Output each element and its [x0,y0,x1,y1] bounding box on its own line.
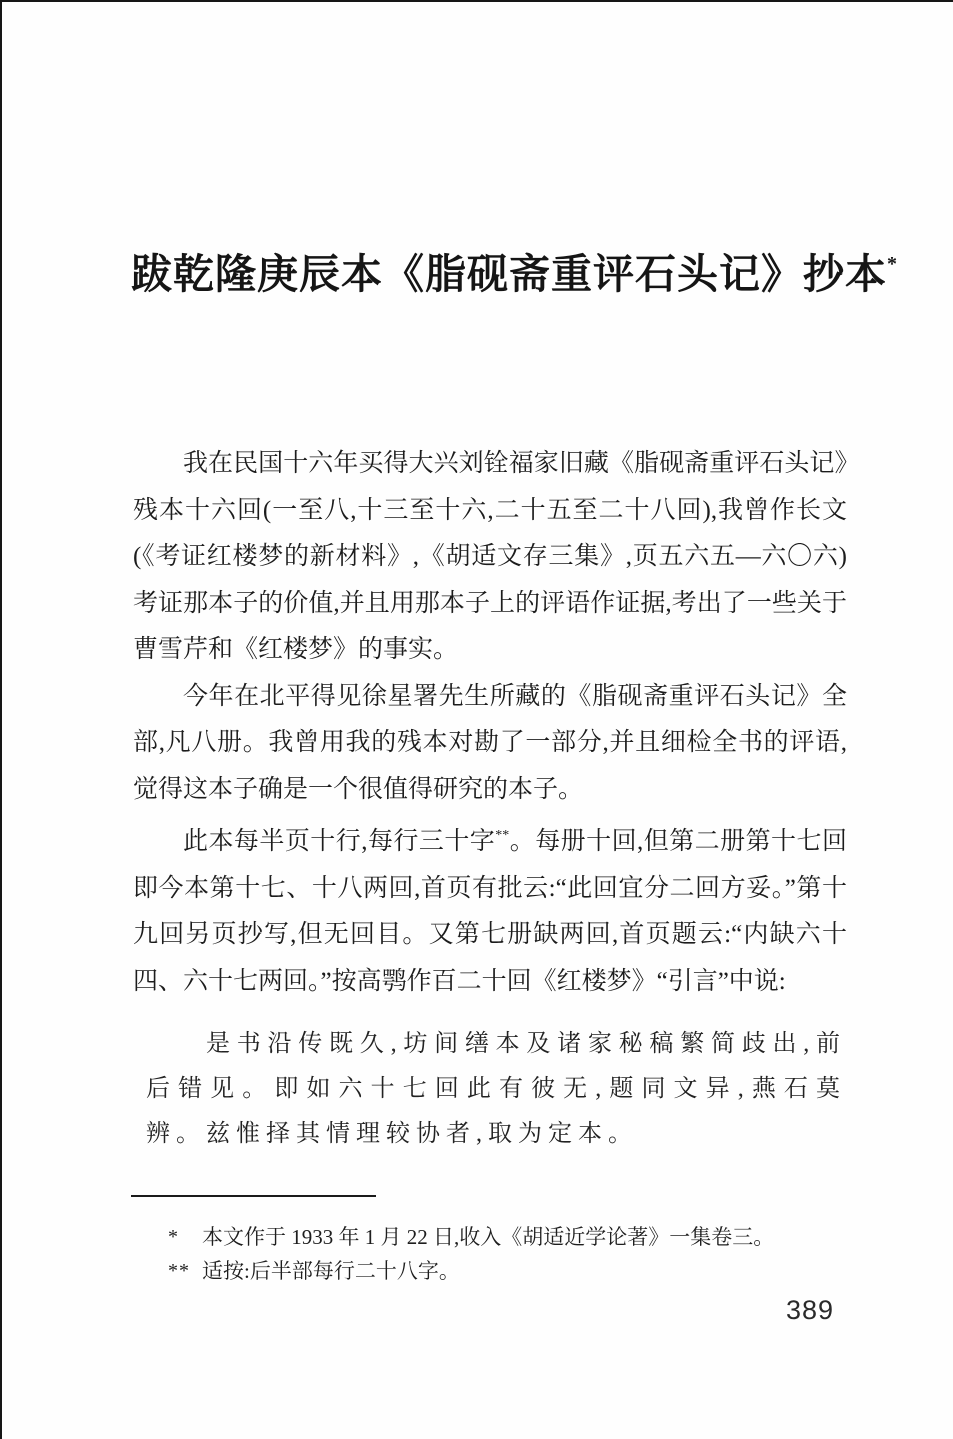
paragraph-2: 今年在北平得见徐星署先生所藏的《脂砚斋重评石头记》全部,凡八册。我曾用我的残本对勘了一部分,并且细检全书的评语,觉得这本子确是一个很值得研究的本子。 [133,682,847,803]
scan-edge-top [0,0,953,2]
footnote-2-text: 适按:后半部每行二十八字。 [202,1259,460,1283]
paragraph-3-text-cont: 。每册十回,但第二册第十七回即今本第十七、十八两回,首页有批云:“此回宜分二回方妥。”第十九回另页抄写,但无回目。又第七册缺两回,首页题云:“内缺六十四、六十七两回。”按高鹗作百二十回《红楼梦》“引言”中说: [133,828,847,995]
footnote-2-marker: ** [168,1260,190,1282]
page-title [131,241,897,300]
paragraph-3 [133,813,847,1005]
page-title-text: 跋乾隆庚辰本《脂砚斋重评石头记》抄本 [131,251,887,298]
body-text [133,441,847,1005]
footnote-1 [168,1220,848,1254]
block-quote-text: 是书沿传既久,坊间缮本及诸家秘稿繁简歧出,前后错见。即如六十七回此有彼无,题同文异,燕石莫辨。兹惟择其情理较协者,取为定本。 [146,1031,846,1147]
page-number: 389 [786,1295,835,1325]
paragraph-1: 我在民国十六年买得大兴刘铨福家旧藏《脂砚斋重评石头记》残本十六回(一至八,十三至十六,二十五至二十八回),我曾作长文(《考证红楼梦的新材料》,《胡适文存三集》,页五六五—六〇六)考证那本子的价值,并且用那本子上的评语作证据,考出了一些关于曹雪芹和《红楼梦》的事实。 [133,450,847,663]
footnote-1-marker: * [168,1226,179,1248]
paragraph-3-text: 此本每半页十行,每行三十字 [183,828,496,855]
footnotes [168,1220,848,1288]
scan-edge-left [0,0,2,1439]
footnote-divider [131,1195,376,1197]
block-quote [146,1022,846,1157]
footnote-2 [168,1254,848,1288]
title-footnote-marker: * [887,253,897,276]
inline-footnote-marker: ** [495,828,510,843]
footnote-1-text: 本文作于 1933 年 1 月 22 日,收入《胡适近学论著》一集卷三。 [202,1225,775,1249]
